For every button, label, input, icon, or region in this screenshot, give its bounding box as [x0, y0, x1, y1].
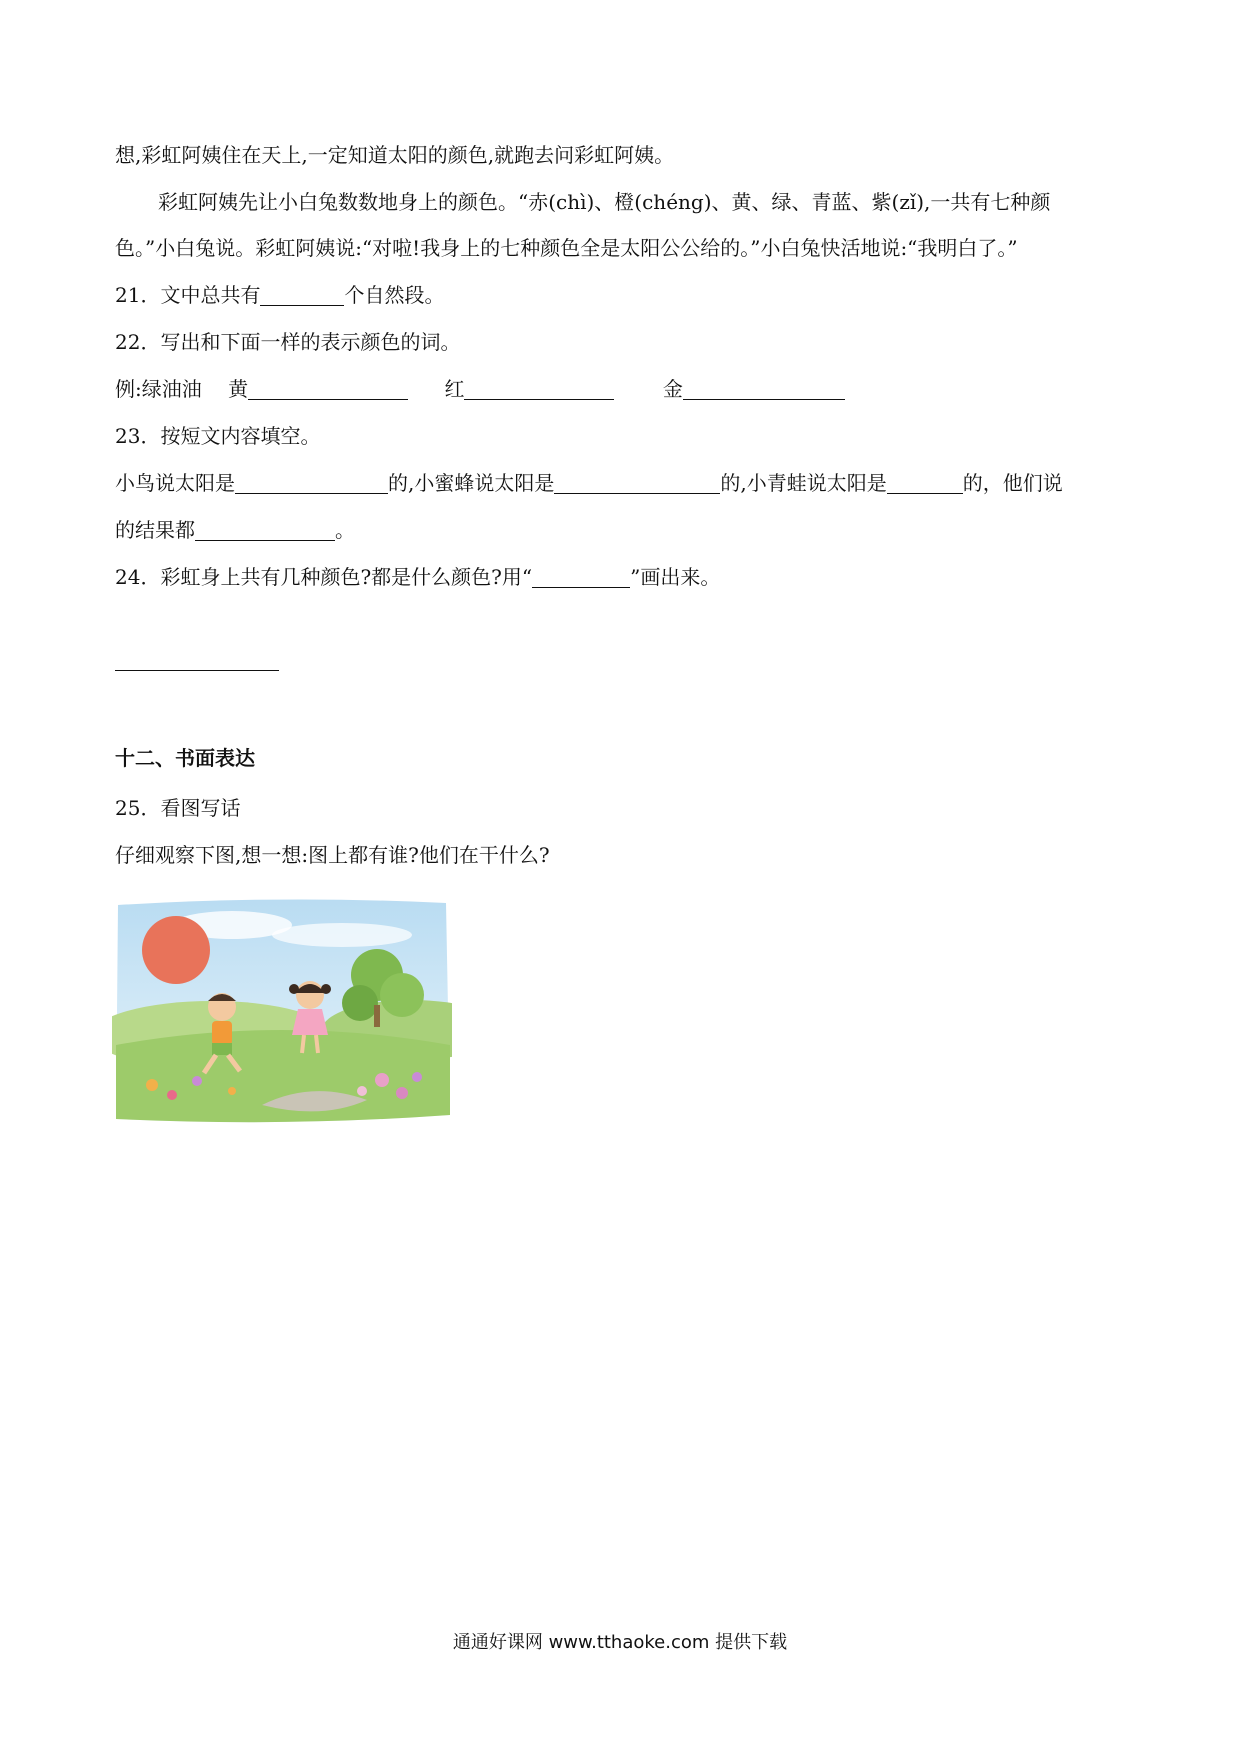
q24-text-post: ”画出来。 [630, 565, 721, 589]
q24-answer-line[interactable] [115, 648, 279, 672]
q23-text-b: 的,小蜜蜂说太阳是 [388, 471, 555, 495]
tree [380, 973, 424, 1017]
q22-word-1: 黄 [228, 377, 249, 401]
q22-example: 例:绿油油 [115, 377, 202, 401]
q23-blank-2[interactable] [554, 473, 720, 494]
footer-credit: 通通好课网 www.tthaoke.com 提供下载 [452, 1632, 788, 1653]
question-25-title: 25．看图写话 [115, 796, 241, 820]
question-22-row [115, 377, 845, 401]
q22-word-3: 金 [662, 377, 683, 401]
passage-line-3: 色。”小白兔说。彩虹阿姨说:“对啦!我身上的七种颜色全是太阳公公给的。”小白兔快活地说:“我明白了。” [115, 236, 1018, 260]
q23-blank-1[interactable] [235, 473, 388, 494]
q21-text-post: 个自然段。 [344, 283, 445, 307]
q21-text-pre: 21．文中总共有 [115, 283, 261, 307]
q22-blank-3[interactable] [683, 379, 845, 400]
sun [142, 916, 210, 984]
picture-writing-illustration [112, 895, 452, 1130]
q22-blank-1[interactable] [248, 379, 408, 400]
tree-trunk [374, 1005, 380, 1027]
q21-blank[interactable] [260, 285, 344, 306]
q22-blank-2[interactable] [464, 379, 614, 400]
passage-line-1: 想,彩虹阿姨住在天上,一定知道太阳的颜色,就跑去问彩虹阿姨。 [115, 143, 675, 167]
q24-answer-blank[interactable] [115, 650, 279, 671]
q23-text-a: 小鸟说太阳是 [115, 471, 235, 495]
tree [342, 985, 378, 1021]
q24-text-pre: 24．彩虹身上共有几种颜色?都是什么颜色?用“ [115, 565, 533, 589]
q23-text-f: 。 [335, 518, 355, 542]
question-21 [115, 283, 444, 307]
q23-text-c: 的,小青蛙说太阳是 [720, 471, 887, 495]
q22-word-2: 红 [444, 377, 465, 401]
q23-blank-3[interactable] [887, 473, 963, 494]
section-12-title: 十二、书面表达 [115, 746, 255, 770]
question-24 [115, 565, 720, 589]
question-25-prompt: 仔细观察下图,想一想:图上都有谁?他们在干什么? [115, 843, 550, 867]
question-23-row-2 [115, 518, 355, 542]
question-22-title: 22．写出和下面一样的表示颜色的词。 [115, 330, 461, 354]
question-23-title: 23．按短文内容填空。 [115, 424, 321, 448]
q23-text-d: 的，他们说 [962, 471, 1063, 495]
passage-line-2: 彩虹阿姨先让小白兔数数地身上的颜色。“赤(chì)、橙(chéng)、黄、绿、青蓝、紫(zǐ),一共有七种颜 [158, 190, 1051, 214]
q24-inline-blank [532, 567, 630, 588]
question-23-row-1 [115, 471, 1063, 495]
cloud [272, 923, 412, 947]
q23-text-e: 的结果都 [115, 518, 195, 542]
q23-blank-4[interactable] [195, 520, 335, 541]
